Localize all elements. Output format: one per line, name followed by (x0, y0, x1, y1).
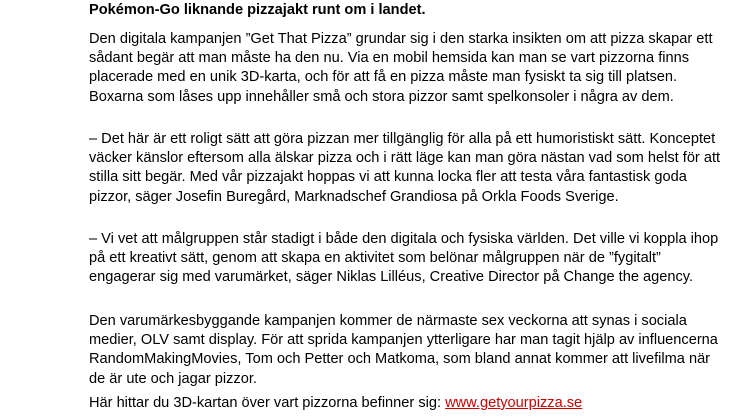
headline: Pokémon-Go liknande pizzajakt runt om i landet. (89, 2, 426, 18)
map-link-label: Här hittar du 3D-kartan över vart pizzorna befinner sig: (89, 395, 446, 411)
getyourpizza-link[interactable]: www.getyourpizza.se (445, 395, 583, 411)
paragraph-media-plan: Den varumärkesbyggande kampanjen kommer de närmaste sex veckorna att synas i sociala medier, OLV samt display. För att sprida kampanjen ytterligare har man tagit hjälp av influencerna RandomMakingMovies, Tom och Petter och Matkoma, som bland annat kommer att livefilma när de är ute och jagar pizzor. (89, 313, 718, 387)
paragraph-quote-lilleus: – Vi vet att målgruppen står stadigt i både den digitala och fysiska världen. Det ville vi koppla ihop på ett kreativt sätt, genom att skapa en aktivitet som belönar målgruppen när de ”fygitalt” engagerar sig med varumärket, säger Niklas Lilléus, Creative Director på Change the agency. (89, 231, 719, 286)
paragraph-campaign-intro: Den digitala kampanjen ”Get That Pizza” grundar sig i den starka insikten om att pizza skapar ett sådant begär att man måste ha den nu. Via en mobil hemsida kan man se vart pizzorna finns placerade med en unik 3D-karta, och för att få en pizza måste man fysiskt ta sig till platsen. Boxarna som låses upp innehåller små och stora pizzor samt spelkonsoler i några av dem. (89, 31, 713, 105)
paragraph-quote-buregard: – Det här är ett roligt sätt att göra pizzan mer tillgänglig för alla på ett humoristiskt sätt. Konceptet väcker känslor eftersom alla älskar pizza och i rätt läge kan man göra nästan vad som helst för att stilla sitt begär. Med vår pizzajakt hoppas vi att kunna locka fler att testa våra fantastisk goda pizzor, säger Josefin Buregård, Marknadschef Grandiosa på Orkla Foods Sverige. (89, 131, 721, 205)
paragraph-map-link (89, 394, 729, 413)
